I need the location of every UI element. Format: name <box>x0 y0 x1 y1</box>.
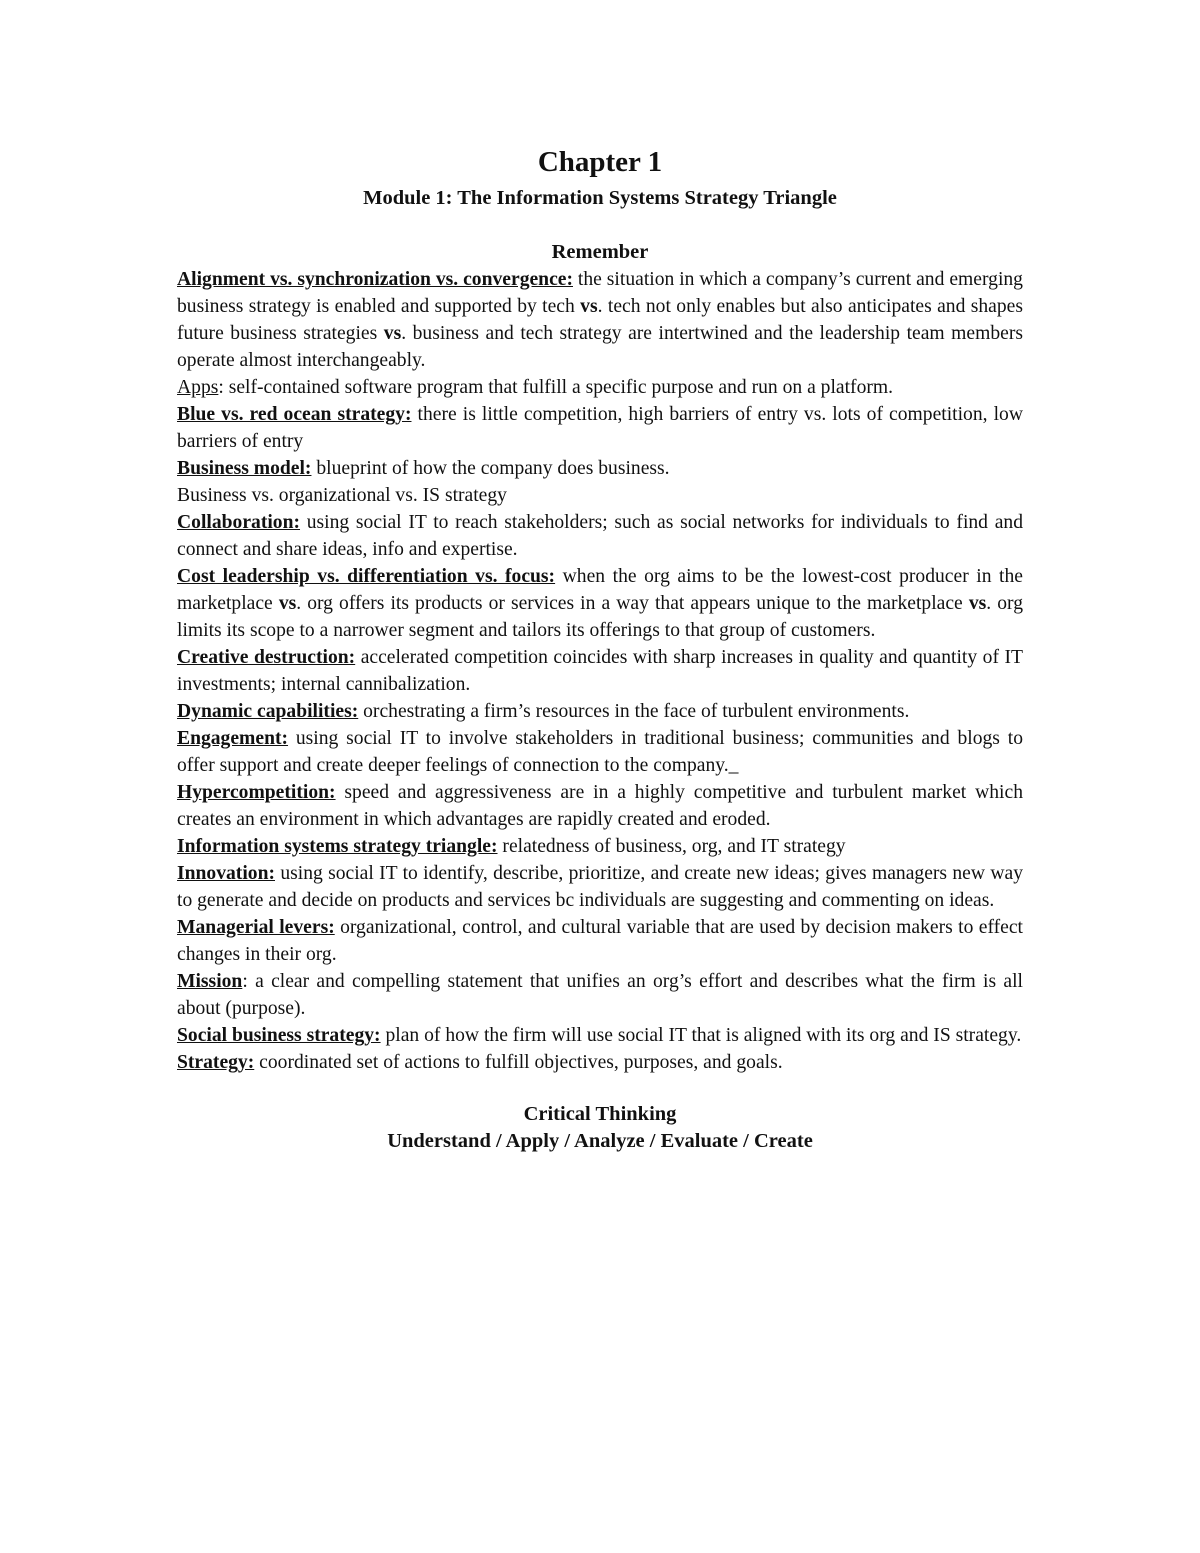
glossary-term: Apps <box>177 377 219 398</box>
vs-emphasis: vs <box>278 593 297 614</box>
glossary-term: Strategy: <box>177 1052 255 1073</box>
spacer <box>177 212 1023 239</box>
glossary-entry-mission <box>177 968 1023 1022</box>
glossary-entry-business-vs <box>177 482 1023 509</box>
glossary-definition: . tech not only enables but also anticipates and shapes future business strategies <box>177 296 1023 344</box>
glossary-definition: accelerated competition coincides with sharp increases in quality and quantity of IT investments; internal cannibalization. <box>177 647 1023 695</box>
glossary-term: Collaboration: <box>177 512 301 533</box>
vs-emphasis: vs <box>580 296 598 317</box>
glossary-term: Managerial levers: <box>177 917 335 938</box>
glossary-term: Social business strategy: <box>177 1025 381 1046</box>
glossary-definition: using social IT to reach stakeholders; such as social networks for individuals to find and connect and share ideas, info and expertise. <box>177 512 1023 560</box>
glossary-entry-blue-red-ocean <box>177 401 1023 455</box>
critical-thinking-levels: Understand / Apply / Analyze / Evaluate / Create <box>387 1130 813 1152</box>
glossary-definition: plan of how the firm will use social IT that is aligned with its org and IS strategy. <box>380 1025 1022 1046</box>
glossary-definition: the situation in which a company’s current and emerging business strategy is enabled and supported by tech <box>177 269 1023 317</box>
glossary-entry-managerial-levers <box>177 914 1023 968</box>
glossary-term: Hypercompetition: <box>177 782 336 803</box>
glossary-entry-dynamic-capabilities <box>177 698 1023 725</box>
glossary-definition: when the org aims to be the lowest-cost producer in the marketplace <box>177 566 1023 614</box>
vs-emphasis: vs <box>383 323 402 344</box>
glossary-definition: using social IT to identify, describe, prioritize, and create new ideas; gives managers new way to generate and decide on products and services bc individuals are suggesting and commenting on ideas. <box>177 863 1023 911</box>
glossary-entry-alignment <box>177 266 1023 374</box>
glossary-term: Cost leadership vs. differentiation vs. focus: <box>177 566 556 587</box>
glossary-term: Alignment vs. synchronization vs. convergence: <box>177 269 573 290</box>
section-heading-remember: Remember <box>551 241 649 263</box>
glossary-term: Dynamic capabilities: <box>177 701 359 722</box>
glossary-entry-collaboration <box>177 509 1023 563</box>
glossary-entry-business-model <box>177 455 1023 482</box>
glossary-term: Information systems strategy triangle: <box>177 836 498 857</box>
glossary-list <box>177 266 1023 1076</box>
glossary-definition: : a clear and compelling statement that unifies an org’s effort and describes what the firm is all about (purpose). <box>177 971 1023 1019</box>
glossary-definition: : self-contained software program that fulfill a specific purpose and run on a platform. <box>218 377 894 398</box>
glossary-entry-social-business-strategy <box>177 1022 1023 1049</box>
glossary-term: Innovation: <box>177 863 275 884</box>
glossary-term: Creative destruction: <box>177 647 356 668</box>
glossary-entry-hypercompetition <box>177 779 1023 833</box>
vs-emphasis: vs <box>968 593 987 614</box>
critical-thinking-heading: Critical Thinking <box>523 1103 677 1125</box>
glossary-term: Mission <box>177 971 243 992</box>
glossary-term: Engagement: <box>177 728 289 749</box>
glossary-definition: orchestrating a firm’s resources in the face of turbulent environments. <box>358 701 910 722</box>
glossary-definition: speed and aggressiveness are in a highly competitive and turbulent market which creates an environment in which advantages are rapidly created and eroded. <box>177 782 1023 830</box>
glossary-entry-apps <box>177 374 1023 401</box>
spacer <box>177 1076 1023 1101</box>
glossary-definition: . business and tech strategy are intertwined and the leadership team members operate almost interchangeably. <box>177 323 1023 371</box>
glossary-definition: using social IT to involve stakeholders in traditional business; communities and blogs to offer support and create deeper feelings of connection to the company._ <box>177 728 1023 776</box>
glossary-definition: coordinated set of actions to fulfill objectives, purposes, and goals. <box>254 1052 783 1073</box>
glossary-entry-creative-destruction <box>177 644 1023 698</box>
glossary-entry-cost-leadership <box>177 563 1023 644</box>
glossary-entry-engagement <box>177 725 1023 779</box>
glossary-entry-strategy <box>177 1049 1023 1076</box>
glossary-definition: . org offers its products or services in a way that appears unique to the marketplace <box>296 593 969 614</box>
document-page <box>177 140 1023 1155</box>
glossary-term: Business model: <box>177 458 312 479</box>
glossary-definition: blueprint of how the company does business. <box>311 458 670 479</box>
chapter-title: Chapter 1 <box>537 146 663 178</box>
glossary-definition: relatedness of business, org, and IT strategy <box>497 836 846 857</box>
module-title: Module 1: The Information Systems Strategy Triangle <box>363 187 837 209</box>
glossary-definition: . org limits its scope to a narrower segment and tailors its offerings to that group of customers. <box>177 593 1023 641</box>
glossary-plain-line: Business vs. organizational vs. IS strategy <box>177 485 507 506</box>
glossary-entry-innovation <box>177 860 1023 914</box>
glossary-definition: there is little competition, high barriers of entry vs. lots of competition, low barriers of entry <box>177 404 1024 452</box>
glossary-term: Blue vs. red ocean strategy: <box>177 404 412 425</box>
glossary-definition: organizational, control, and cultural variable that are used by decision makers to effect changes in their org. <box>177 917 1023 965</box>
glossary-entry-is-strategy-triangle <box>177 833 1023 860</box>
